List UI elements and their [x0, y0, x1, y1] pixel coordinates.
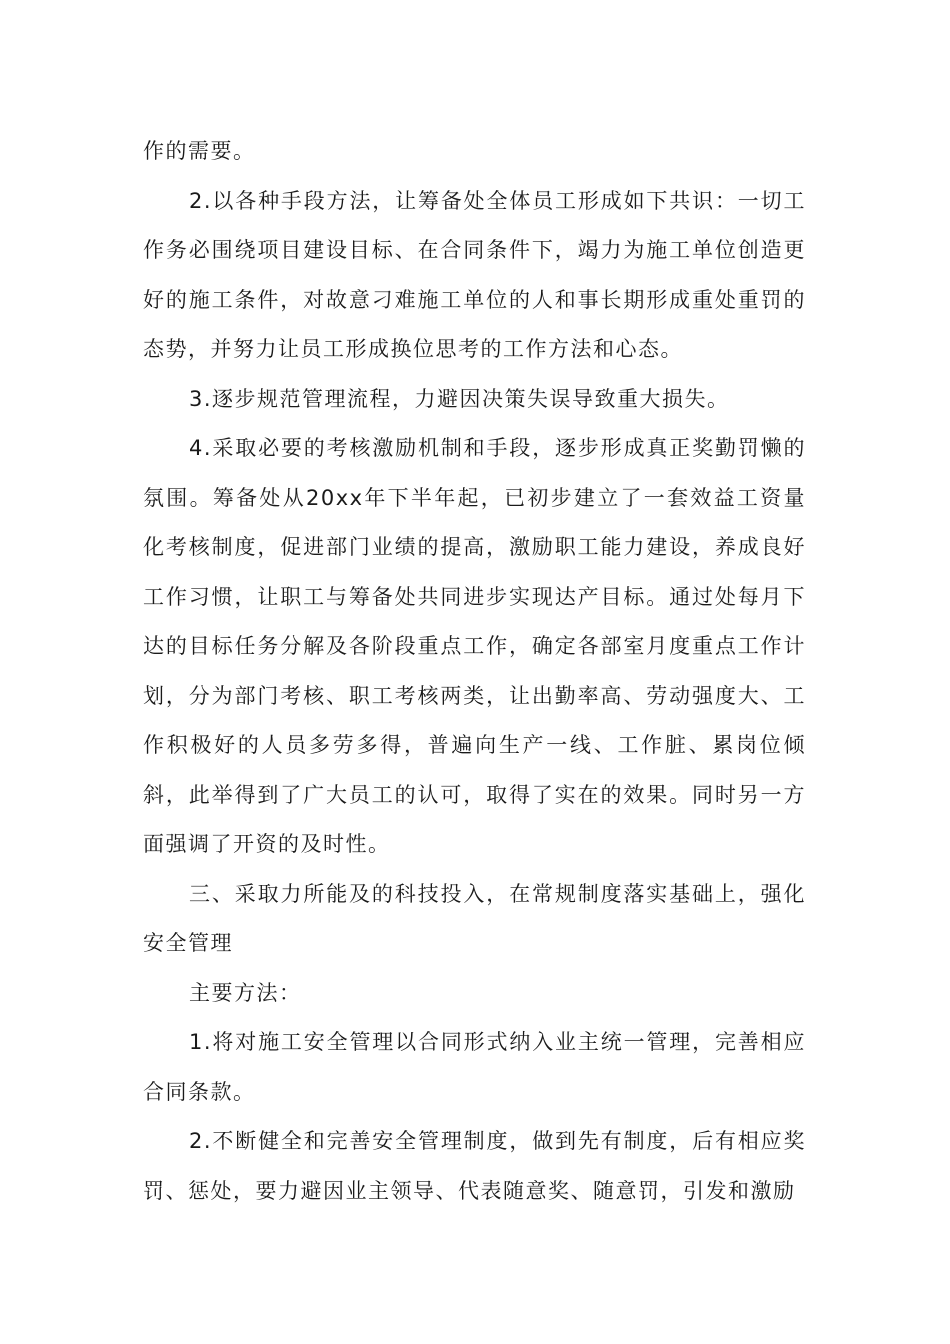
document-body [143, 127, 806, 1216]
paragraph-item-2-consensus: 2.以各种手段方法，让筹备处全体员工形成如下共识：一切工作务必围绕项目建设目标、在合同条件下，竭力为施工单位创造更好的施工条件，对故意刁难施工单位的人和事长期形成重处重罚的态势，并努力让员工形成换位思考的工作方法和心态。 [143, 188, 806, 361]
paragraph-method-1: 1.将对施工安全管理以合同形式纳入业主统一管理，完善相应合同条款。 [143, 1030, 806, 1104]
paragraph-method-2: 2.不断健全和完善安全管理制度，做到先有制度，后有相应奖罚、惩处，要力避因业主领导、代表随意奖、随意罚，引发和激励 [143, 1129, 806, 1203]
section-heading-three: 三、采取力所能及的科技投入，在常规制度落实基础上，强化安全管理 [143, 881, 806, 955]
paragraph-item-4-incentive: 4.采取必要的考核激励机制和手段，逐步形成真正奖勤罚懒的氛围。筹备处从20xx年下半年起，已初步建立了一套效益工资量化考核制度，促进部门业绩的提高，激励职工能力建设，养成良好工作习惯，让职工与筹备处共同进步实现达产目标。通过处每月下达的目标任务分解及各阶段重点工作，确定各部室月度重点工作计划，分为部门考核、职工考核两类，让出勤率高、劳动强度大、工作积极好的人员多劳多得，普遍向生产一线、工作脏、累岗位倾斜，此举得到了广大员工的认可，取得了实在的效果。同时另一方面强调了开资的及时性。 [143, 436, 806, 856]
paragraph-continuation: 作的需要。 [143, 139, 256, 163]
paragraph-main-methods: 主要方法： [189, 980, 302, 1005]
paragraph-item-3-process: 3.逐步规范管理流程，力避因决策失误导致重大损失。 [189, 386, 730, 411]
